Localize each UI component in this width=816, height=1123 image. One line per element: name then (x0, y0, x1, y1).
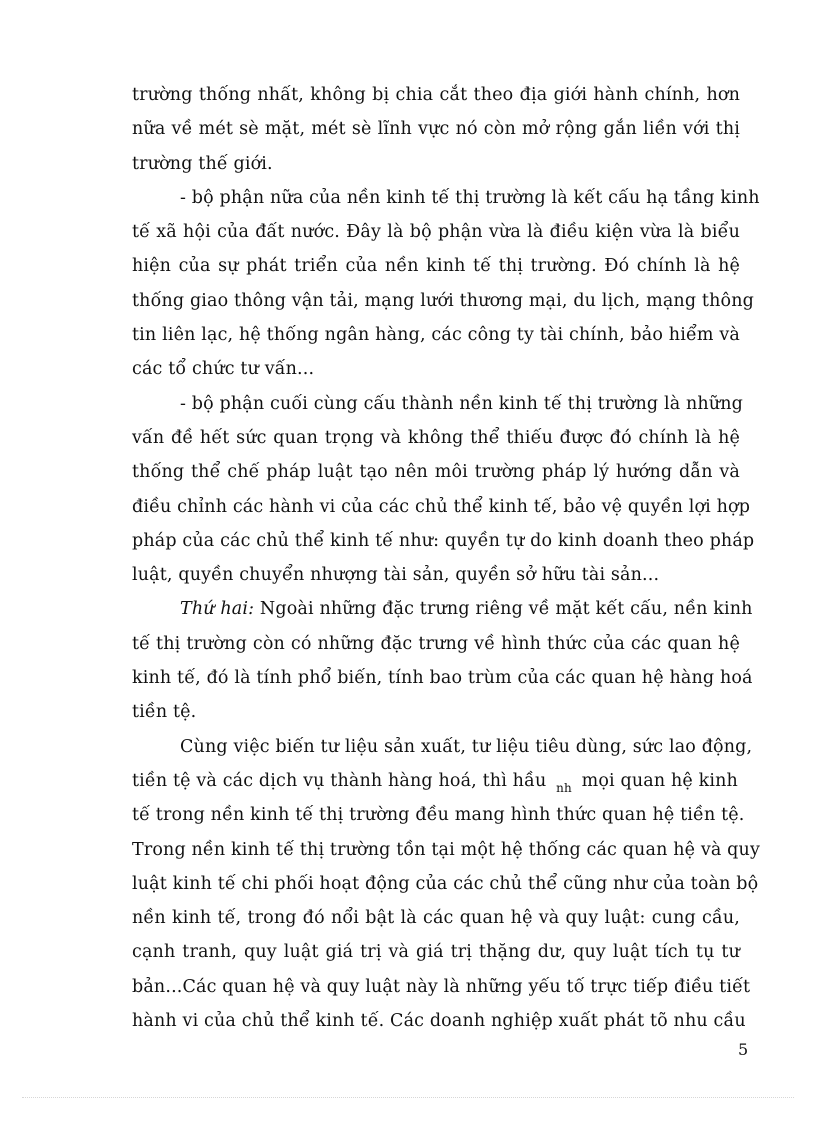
text-line-21 (132, 764, 740, 798)
text-line-6: hiện của sự phát triển của nền kinh tế thị trường. Đó chính là hệ (132, 256, 740, 277)
text-line-26: cạnh tranh, quy luật giá trị và giá trị thặng dư, quy luật tích tụ tư (132, 942, 740, 963)
text-line-17: tế thị trường còn có những đặc trưng về hình thức của các quan hệ (132, 633, 740, 654)
page-number: 5 (738, 1040, 749, 1059)
text-line-25: nền kinh tế, trong đó nổi bật là các quan hệ và quy luật: cung cầu, (132, 908, 740, 929)
text-line-22: tế trong nền kinh tế thị trường đều mang hình thức quan hệ tiền tệ. (132, 805, 745, 826)
text-line-23: Trong nền kinh tế thị trường tồn tại một hệ thống các quan hệ và quy (132, 839, 760, 860)
text-line-10: - bộ phận cuối cùng cấu thành nền kinh tế thị trường là những (180, 393, 744, 414)
text-line-3: trường thế giới. (132, 153, 273, 174)
subscript-fragment: nh (556, 780, 572, 795)
text-line-28: hành vi của chủ thể kinh tế. Các doanh nghiệp xuất phát tõ nhu cầu (132, 1011, 746, 1032)
body-text (132, 78, 760, 1038)
text-line-8: tin liên lạc, hệ thống ngân hàng, các công ty tài chính, bảo hiểm và (132, 325, 740, 346)
page-bottom-divider (22, 1097, 794, 1098)
text-line-9: các tổ chức tư vấn... (132, 359, 315, 380)
text-line-27: bản...Các quan hệ và quy luật này là những yếu tố trực tiếp điều tiết (132, 976, 751, 997)
italic-lead: Thứ hai: (180, 599, 255, 620)
text-line-24: luật kinh tế chi phối hoạt động của các chủ thể cũng như của toàn bộ (132, 873, 759, 894)
text-line-11: vấn đề hết sức quan trọng và không thể thiếu được đó chính là hệ (132, 427, 740, 448)
text-line-21-end: mọi quan hệ kinh (581, 770, 738, 791)
text-line-16-rest: Ngoài những đặc trưng riêng về mặt kết cấu, nền kinh (259, 599, 753, 620)
text-line-5: tế xã hội của đất nước. Đây là bộ phận vừa là điều kiện vừa là biểu (132, 222, 740, 243)
text-line-4: - bộ phận nữa của nền kinh tế thị trường là kết cấu hạ tầng kinh (180, 187, 760, 208)
text-line-14: pháp của các chủ thể kinh tế như: quyền tự do kinh doanh theo pháp (132, 530, 755, 551)
text-line-1: trường thống nhất, không bị chia cắt theo địa giới hành chính, hơn (132, 85, 740, 105)
text-line-19: tiền tệ. (132, 702, 197, 723)
text-line-7: thống giao thông vận tải, mạng lưới thương mại, du lịch, mạng thông (132, 290, 754, 311)
text-line-13: điều chỉnh các hành vi của các chủ thể kinh tế, bảo vệ quyền lợi hợp (132, 496, 751, 517)
text-line-12: thống thể chế pháp luật tạo nên môi trường pháp lý hướng dẫn và (132, 462, 740, 483)
text-line-15: luật, quyền chuyển nhượng tài sản, quyền sở hữu tài sản... (132, 565, 660, 586)
text-line-18: kinh tế, đó là tính phổ biến, tính bao trùm của các quan hệ hàng hoá (132, 668, 753, 689)
text-line-21-start: tiền tệ và các dịch vụ thành hàng hoá, thì hầu (132, 770, 547, 791)
text-line-2: nữa về mét sè mặt, mét sè lĩnh vực nó còn mở rộng gắn liền với thị (132, 119, 740, 140)
text-line-20: Cùng việc biến tư liệu sản xuất, tư liệu tiêu dùng, sức lao động, (180, 736, 753, 757)
text-line-16 (132, 592, 753, 626)
